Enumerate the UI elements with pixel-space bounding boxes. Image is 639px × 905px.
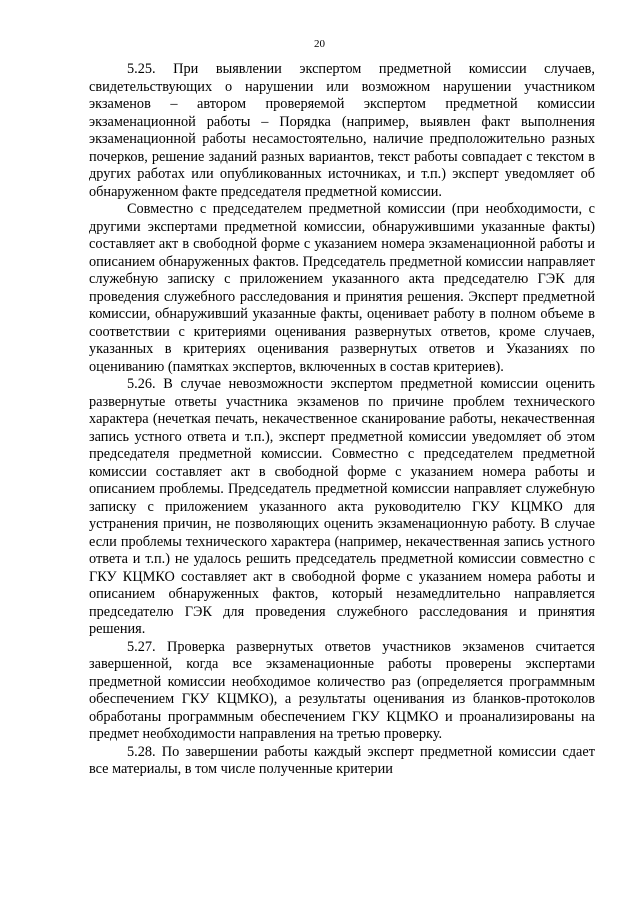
paragraph-joint-act: Совместно с председателем предметной комиссии (при необходимости, с другими экспертами предметной комиссии, обнаружившими указанные факты) составляет акт в свободной форме с указанием номера экзаменационной работы и описанием обнаруженных фактов. Председатель предметной комиссии направляет служебную записку с приложением указанного акта председателю ГЭК для проведения служебного расследования и принятия решения. Эксперт предметной комиссии, обнаруживший указанные факты, оценивает работу в полном объеме в соответствии с критериями оценивания развернутых ответов, кроме случаев, указанных в критериях оценивания развернутых ответов и Указаниях по оцениванию (памятках экспертов, включенных в состав критериев). [89,201,595,375]
paragraph-5-27: 5.27. Проверка развернутых ответов участников экзаменов считается завершенной, когда все экзаменационные работы проверены экспертами предметной комиссии необходимое количество раз (определяется программным обеспечением ГКУ КЦМКО), а результаты оценивания из бланков-протоколов обработаны программным обеспечением ГКУ КЦМКО и проанализированы на предмет необходимости направления на третью проверку. [89,638,595,742]
paragraph-5-28: 5.28. По завершении работы каждый эксперт предметной комиссии сдает все материалы, в том числе полученные критерии [89,743,595,777]
paragraph-5-25: 5.25. При выявлении экспертом предметной комиссии случаев, свидетельствующих о нарушении или возможном нарушении участником экзаменов – автором проверяемой экспертом предметной комиссии экзаменационной работы – Порядка (например, выявлен факт выполнения экзаменационной работы несамостоятельно, наличие предположительно разных почерков, решение заданий разных вариантов, текст работы совпадает с текстом в других работах или опубликованных источниках, и т.п.) эксперт уведомляет об обнаруженном факте председателя предметной комиссии. [89,61,595,200]
page-number: 20 [314,38,325,50]
document-body [89,61,595,779]
paragraph-5-26: 5.26. В случае невозможности экспертом предметной комиссии оценить развернутые ответы участника экзаменов по причине проблем технического характера (нечеткая печать, некачественное сканирование работы, некачественная запись устного ответа и т.п.), эксперт предметной комиссии уведомляет об этом председателя предметной комиссии. Совместно с председателем предметной комиссии составляет акт в свободной форме с указанием номера работы и описанием проблемы. Председатель предметной комиссии направляет служебную записку с приложением указанного акта руководителю ГКУ КЦМКО для устранения причин, не позволяющих оценить экзаменационную работу. В случае если проблемы технического характера (например, некачественная запись устного ответа и т.п.) не удалось решить председатель предметной комиссии совместно с ГКУ КЦМКО составляет акт в свободной форме с указанием номера работы и описанием обнаруженных фактов, который незамедлительно направляется председателю ГЭК для проведения служебного расследования и принятия решения. [89,376,595,637]
